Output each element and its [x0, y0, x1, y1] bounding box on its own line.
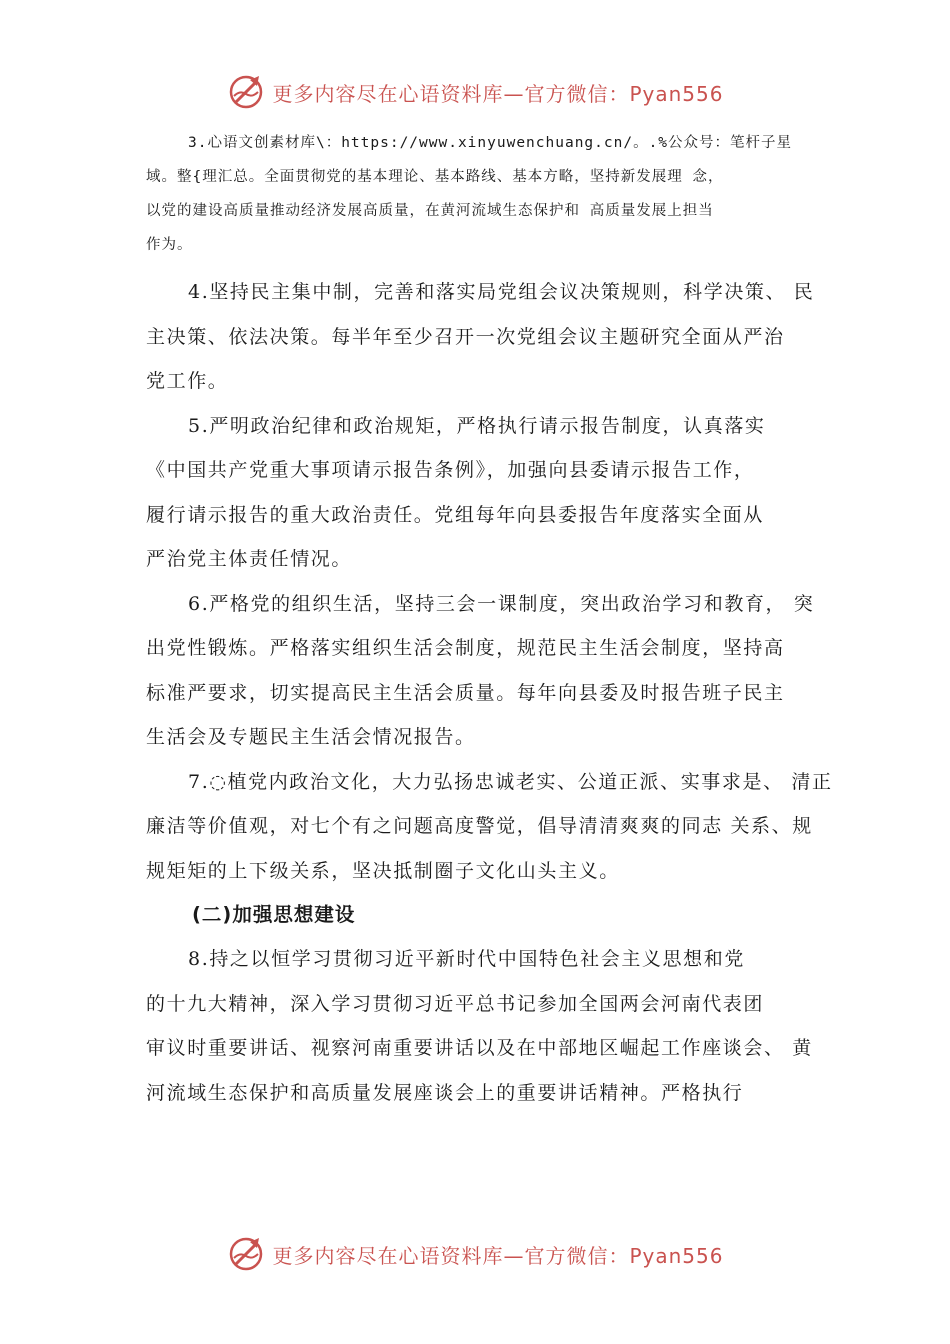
text-line: 4.坚持民主集中制，完善和落实局党组会议决策规则，科学决策、 民	[188, 281, 815, 303]
document-body	[146, 126, 833, 1115]
text-line: 廉洁等价值观，对七个有之问题高度警觉，倡导清清爽爽的同志 关系、规	[146, 815, 813, 837]
text-line: 主决策、依法决策。每半年至少召开一次党组会议主题研究全面从严治	[146, 325, 785, 348]
text-line: 审议时重要讲话、视察河南重要讲话以及在中部地区崛起工作座谈会、 黄	[146, 1037, 813, 1059]
paragraph-8	[146, 937, 822, 1115]
paragraph-5	[146, 404, 822, 582]
text-line: 出党性锻炼。严格落实组织生活会制度，规范民主生活会制度，坚持高	[146, 637, 785, 659]
watermark-text: 更多内容尽在心语资料库—官方微信：Pyan556	[272, 81, 724, 106]
text-line: 6.严格党的组织生活，坚持三会一课制度，突出政治学习和教育， 突	[188, 592, 815, 615]
section-heading: (二)加强思想建设	[192, 903, 356, 926]
text-line: 以党的建设高质量推动经济发展高质量，在黄河流域生态保护和 高质量发展上担当	[146, 203, 714, 219]
paragraph-4	[146, 270, 822, 404]
text-line: 生活会及专题民主生活会情况报告。	[146, 726, 476, 748]
paragraph-6	[146, 582, 822, 760]
paragraph-3	[146, 126, 822, 262]
text-line: 严治党主体责任情况。	[146, 548, 353, 570]
text-line: 规矩矩的上下级关系，坚决抵制圈子文化山头主义。	[146, 859, 620, 882]
paragraph-7	[146, 760, 833, 894]
text-line: 3.心语文创素材库\：https://www.xinyuwenchuang.cn/。.%公众号：笔杆子星	[188, 135, 793, 151]
text-line: 《中国共产党重大事项请示报告条例》，加强向县委请示报告工作，	[146, 459, 755, 481]
brand-logo-icon	[226, 1234, 266, 1274]
text-line: 履行请示报告的重大政治责任。党组每年向县委报告年度落实全面从	[146, 503, 765, 526]
text-line: 标准严要求，切实提高民主生活会质量。每年向县委及时报告班子民主	[146, 681, 785, 704]
text-line: 党工作。	[146, 370, 229, 392]
text-line: 8.持之以恒学习贯彻习近平新时代中国特色社会主义思想和党	[188, 948, 745, 970]
text-line: 5.严明政治纪律和政治规矩，严格执行请示报告制度，认真落实	[188, 414, 766, 437]
watermark-header	[0, 70, 950, 114]
brand-logo-icon	[226, 72, 266, 112]
text-line: 河流域生态保护和高质量发展座谈会上的重要讲话精神。严格执行	[146, 1081, 744, 1104]
text-line: 的十九大精神，深入学习贯彻习近平总书记参加全国两会河南代表团	[146, 992, 765, 1015]
text-line: 作为。	[146, 237, 193, 253]
text-line: 域。整{理汇总。全面贯彻党的基本理论、基本路线、基本方略，坚持新发展理 念，	[146, 169, 724, 185]
watermark-footer	[0, 1232, 950, 1276]
text-line: 7.◌植党内政治文化，大力弘扬忠诚老实、公道正派、实事求是、 清正	[188, 770, 833, 793]
watermark-text: 更多内容尽在心语资料库—官方微信：Pyan556	[272, 1243, 724, 1268]
